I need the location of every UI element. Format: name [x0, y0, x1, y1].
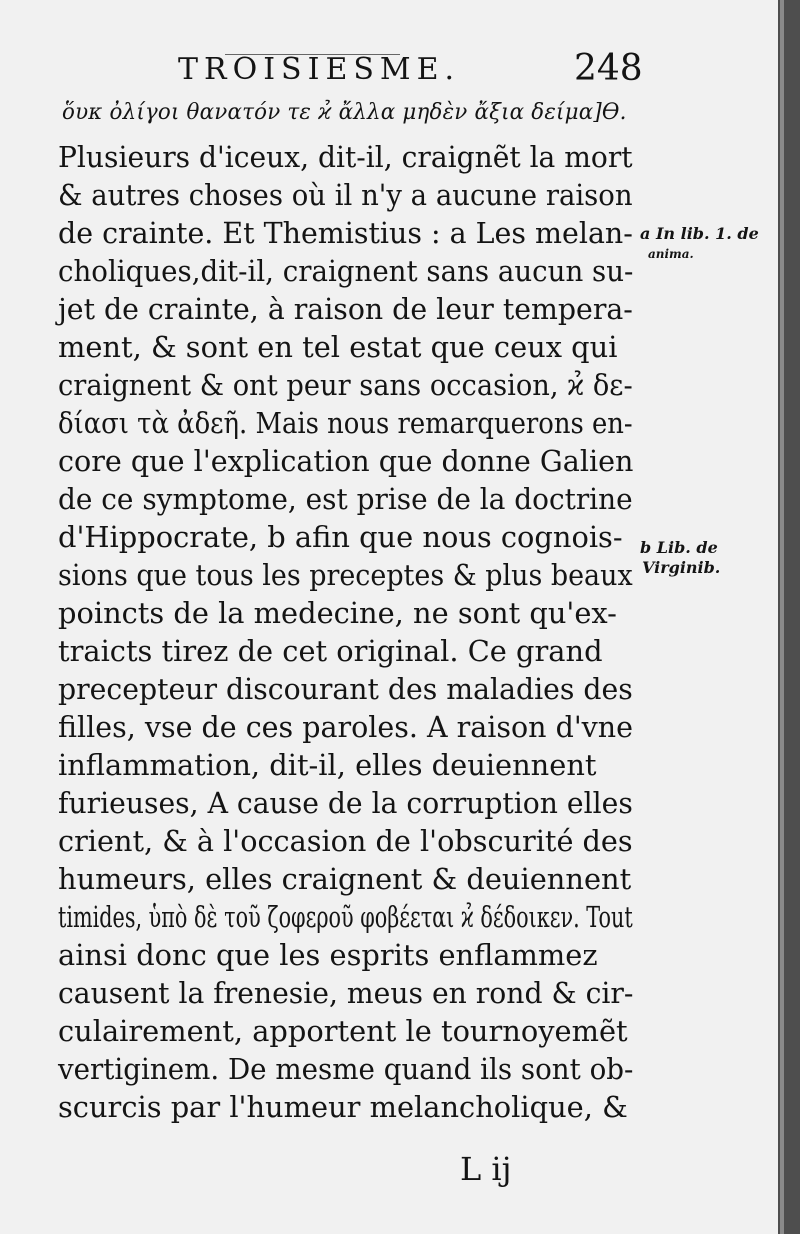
margin-note-a [640, 224, 759, 264]
text-line: crient, & à l'occasion de l'obscurité des [58, 824, 633, 858]
text-line: jet de crainte, à raison de leur tempera- [58, 292, 633, 326]
text-line: culairement, apportent le tournoyemẽt [58, 1014, 628, 1048]
text-line: d'Hippocrate, b afin que nous cognois- [58, 520, 623, 554]
running-header: TROISIESME. [178, 52, 461, 87]
text-line: traicts tirez de cet original. Ce grand [58, 634, 603, 668]
greek-quotation: ὅυκ ὀλίγοι θανατόν τε ϰ̉ ἄλλα μηδὲν ἄξια δείμα]ϴ. [62, 100, 627, 125]
margin-note-b [640, 538, 720, 578]
text-line: & autres choses où il n'y a aucune raison [58, 178, 633, 212]
text-line: de crainte. Et Themistius : a Les melan- [58, 216, 633, 250]
text-line: ainsi donc que les esprits enflammez [58, 938, 598, 972]
text-line: inflammation, dit-il, elles deuiennent [58, 748, 597, 782]
text-line: ment, & sont en tel estat que ceux qui [58, 330, 618, 364]
text-line: δίασι τὰ ἀδεῆ. Mais nous remarquerons en- [58, 406, 633, 440]
text-line: core que l'explication que donne Galien [58, 444, 634, 478]
text-line: Plusieurs d'iceux, dit-il, craignẽt la mort [58, 140, 633, 174]
margin-note-b-line1: b Lib. de [640, 538, 718, 557]
text-line: craignent & ont peur sans occasion, ϰ̉ δε- [58, 368, 633, 402]
margin-note-a-line1: a In lib. 1. de [640, 224, 759, 243]
text-line: poincts de la medecine, ne sont qu'ex- [58, 596, 617, 630]
text-line: scurcis par l'humeur melancholique, & [58, 1090, 628, 1124]
text-line: furieuses, A cause de la corruption elles [58, 786, 633, 820]
text-line: humeurs, elles craignent & deuiennent [58, 862, 632, 896]
book-edge [778, 0, 800, 1234]
text-line: precepteur discourant des maladies des [58, 672, 633, 706]
text-line: filles, vse de ces paroles. A raison d'vne [58, 710, 633, 744]
page-number: 248 [574, 48, 643, 89]
text-line: de ce symptome, est prise de la doctrine [58, 482, 633, 516]
text-line: vertiginem. De mesme quand ils sont ob- [58, 1052, 634, 1086]
text-line: sions que tous les preceptes & plus beaux [58, 558, 633, 592]
margin-note-a-line2: anima. [648, 247, 694, 261]
text-line: causent la frenesie, meus en rond & cir- [58, 976, 634, 1010]
margin-note-b-line2: Virginib. [642, 558, 721, 577]
text-line: timides, ὑπὸ δὲ τοῦ ζοφεροῦ φοβέεται ϰ̉ δέδοικεν. Tout [58, 900, 633, 934]
signature-mark: L ij [460, 1150, 512, 1188]
text-line: choliques,dit-il, craignent sans aucun su- [58, 254, 634, 288]
